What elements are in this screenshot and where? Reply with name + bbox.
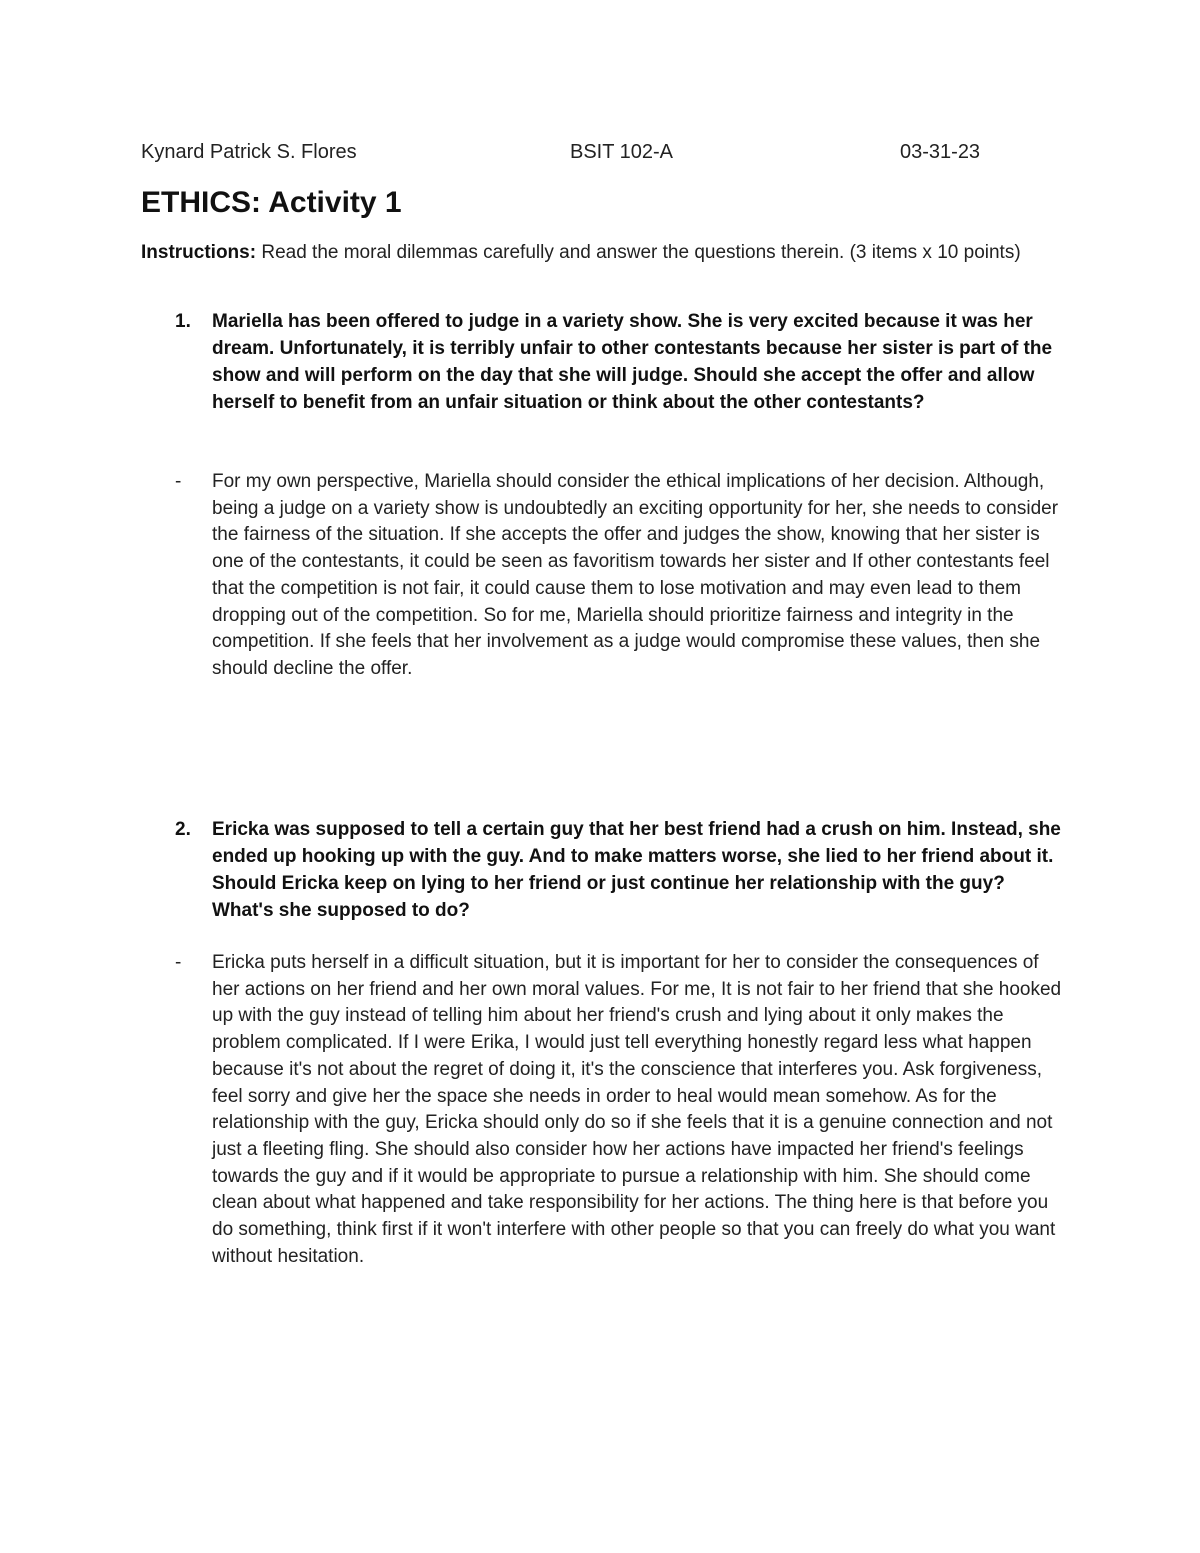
- instructions-paragraph: [141, 239, 1051, 266]
- question-number: 2.: [175, 819, 191, 840]
- question-text: Mariella has been offered to judge in a variety show. She is very excited because it was her dream. Unfortunately, it is terribly unfair to other contestants because her sister is part of the show and will perform on the day that she will judge. Should she accept the offer and allow herself to benefit from an unfair situation or think about the other contestants?: [212, 311, 1053, 413]
- student-name: Kynard Patrick S. Flores: [141, 141, 357, 163]
- document-header: [141, 141, 1001, 169]
- answer-bullet: -: [175, 471, 182, 492]
- class-section: BSIT 102-A: [570, 141, 674, 163]
- question-number: 1.: [175, 311, 191, 332]
- answer-bullet: -: [175, 952, 182, 973]
- answer-text: For my own perspective, Mariella should consider the ethical implications of her decision. Although, being a judge on a variety show is undoubtedly an exciting opportunity for her, she needs to consider the fairness of the situation. If she accepts the offer and judges the show, knowing that her sister is one of the contestants, it could be seen as favoritism towards her sister and If other contestants feel that the competition is not fair, it could cause them to lose motivation and may even lead to them dropping out of the competition. So for me, Mariella should prioritize fairness and integrity in the competition. If she feels that her involvement as a judge would compromise these values, then she should decline the offer.: [212, 471, 1059, 679]
- instructions-label: Instructions:: [141, 242, 257, 263]
- question-text: Ericka was supposed to tell a certain guy that her best friend had a crush on him. Instead, she ended up hooking up with the guy. And to make matters worse, she lied to her friend about it. Should Ericka keep on lying to her friend or just continue her relationship with the guy? What's she supposed to do?: [212, 819, 1061, 921]
- answer-text: Ericka puts herself in a difficult situation, but it is important for her to consider the consequences of her actions on her friend and her own moral values. For me, It is not fair to her friend that she hooked up with the guy instead of telling him about her friend's crush and lying about it only makes the problem complicated. If I were Erika, I would just tell everything honestly regard less what happen because it's not about the regret of doing it, it's the conscience that interferes you. Ask forgiveness, feel sorry and give her the space she needs in order to heal would mean somehow. As for the relationship with the guy, Ericka should only do so if she feels that it is a genuine connection and not just a fleeting fling. She should also consider how her actions have impacted her friend's feelings towards the guy and if it would be appropriate to pursue a relationship with him. She should come clean about what happened and take responsibility for her actions. The thing here is that before you do something, think first if it won't interfere with other people so that you can freely do what you want without hesitation.: [212, 952, 1062, 1267]
- document-date: 03-31-23: [900, 141, 981, 163]
- page-title: ETHICS: Activity 1: [141, 186, 402, 219]
- instructions-text: Read the moral dilemmas carefully and answer the questions therein. (3 items x 10 points): [256, 242, 1021, 263]
